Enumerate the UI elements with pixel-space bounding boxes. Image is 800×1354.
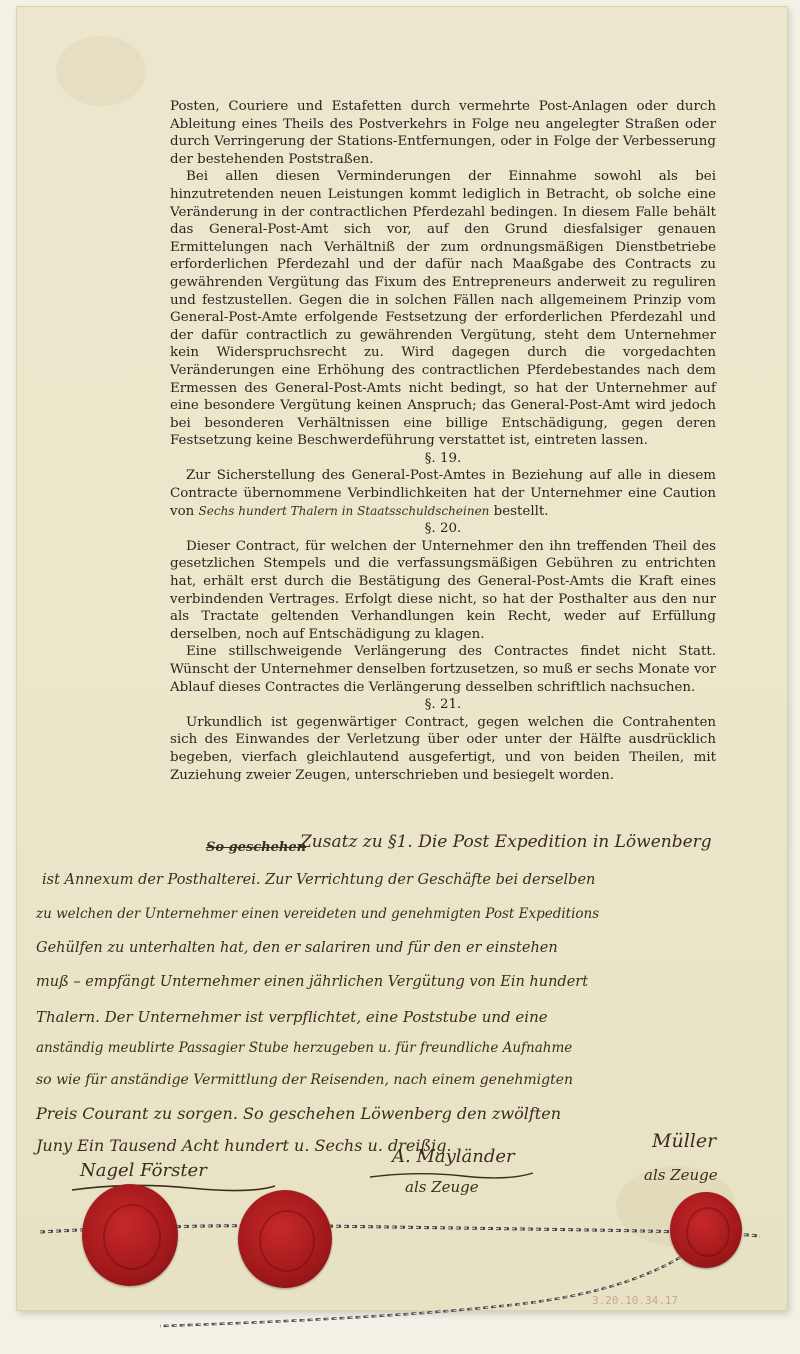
handwritten-line: zu welchen der Unternehmer einen vereideten und genehmigten Post Expeditions [36,906,600,922]
handwritten-line: anständig meublirte Passagier Stube herzugeben u. für freundliche Aufnahme [36,1040,573,1056]
section-heading: §. 19. [424,450,462,466]
handwritten-line: Thalern. Der Unternehmer ist verpflichtet, eine Poststube und eine [36,1008,548,1026]
witness-label: als Zeuge [644,1166,718,1184]
handwritten-line: ist Annexum der Posthalterei. Zur Verrichtung der Geschäfte bei derselben [42,872,596,888]
paragraph-text: bestellt. [493,503,549,519]
section-heading: §. 20. [424,521,462,537]
paragraph: Urkundlich ist gegenwärtiger Contract, gegen welchen die Contrahenten sich des Einwandes der Verletzung über oder unter der Hälfte ausdrücklich begeben, vierfach gleichlautend ausgefertigt, und von beiden Theilen, mit Zuziehung zweier Zeugen, unterschrieben und besiegelt worden. [170,714,716,783]
handwritten-line: Zusatz zu §1. Die Post Expedition in Löwenberg [300,832,712,852]
paragraph-text: Zur Sicherstellung des General-Post-Amtes in Beziehung auf alle in diesem Contracte übernommene Verbindlichkeiten hat der Unternehmer eine Caution von [170,468,716,519]
paragraph: Eine stillschweigende Verlängerung des Contractes findet nicht Statt. Wünscht der Unternehmer denselben fortzusetzen, so muß er sechs Monate vor Ablauf dieses Contractes die Verlängerung desselben schriftlich nachsuchen. [170,644,716,695]
handwritten-line: Gehülfen zu unterhalten hat, den er salariren und für den er einstehen [36,940,558,956]
paragraph: Dieser Contract, für welchen der Unternehmer den ihn treffenden Theil des gesetzlichen Stempels und die verfassungsmäßigen Gebühren zu entrichten hat, erhält erst durch die Bestätigung des General-Post-Amts die Kraft eines verbindenden Vertrages. Erfolgt diese nicht, so hat der Posthalter aus den nur als Tractate geltenden Verhandlungen kein Recht, weder auf Erfüllung derselben, noch auf Entschädigung zu klagen. [170,538,716,642]
signature-nagel: Nagel Förster [80,1160,207,1181]
handwritten-line: Juny Ein Tausend Acht hundert u. Sechs u. dreißig. [36,1136,452,1155]
wax-seal [238,1190,332,1288]
paragraph: Bei allen diesen Verminderungen der Einnahme sowohl als bei hinzutretenden neuen Leistungen kommt lediglich in Betracht, ob solche eine Veränderung in der contractlichen Pferdezahl bedingen. In diesem Falle behält das General-Post-Amt sich vor, auf den Grund diesfalsiger genauen Ermittelungen nach Verhältniß der zum ordnungsmäßigen Dienstbetriebe erforderlichen Pferdezahl und der dafür nach Maaßgabe des Contracts zu gewährenden Vergütung das Fixum des Entrepreneurs anderweit zu reguliren und festzustellen. Gegen die in solchen Fällen nach allgemeinem Prinzip vom General-Post-Amte erfolgende Festsetzung der erforderlichen Pferdezahl und der dafür contractlich zu gewährenden Vergütung, steht dem Unternehmer kein Widerspruchsrecht zu. Wird dagegen durch die vorgedachten Veränderungen eine Erhöhung des contractlichen Pferdebestandes nach dem Ermessen des General-Post-Amts nicht bedingt, so hat der Unternehmer auf eine besondere Vergütung keinen Anspruch; das General-Post-Amt wird jedoch bei besonderen Verhältnissen eine billige Entschädigung, gegen deren Festsetzung keine Beschwerdeführung verstattet ist, eintreten lassen. [170,169,716,449]
signature-mueller: Müller [652,1130,717,1152]
handwritten-fill-in: Sechs hundert Thalern in Staatsschuldscheinen [198,503,490,518]
handwritten-line: Preis Courant zu sorgen. So geschehen Löwenberg den zwölften [36,1104,561,1123]
section-heading: §. 21. [424,697,462,713]
wax-seal [82,1184,178,1286]
witness-label: als Zeuge [405,1178,479,1196]
paragraph: Posten, Couriere und Estafetten durch vermehrte Post-Anlagen oder durch Ableitung eines Theils des Postverkehrs in Folge neu angelegter Straßen oder durch Verringerung der Stations-Entfernungen, oder in Folge der Verbesserung der bestehenden Poststraßen. [170,99,716,167]
handwritten-line: so wie für anständige Vermittlung der Reisenden, nach einem genehmigten [36,1072,574,1088]
struck-text: So geschehen [206,840,307,855]
archive-stamp: 3.20.10.34.17 [592,1294,679,1307]
wax-seal [670,1192,742,1268]
signature-maylaender: A. Mayländer [392,1146,515,1167]
handwritten-line: muß – empfängt Unternehmer einen jährlichen Vergütung von Ein hundert [36,974,589,990]
